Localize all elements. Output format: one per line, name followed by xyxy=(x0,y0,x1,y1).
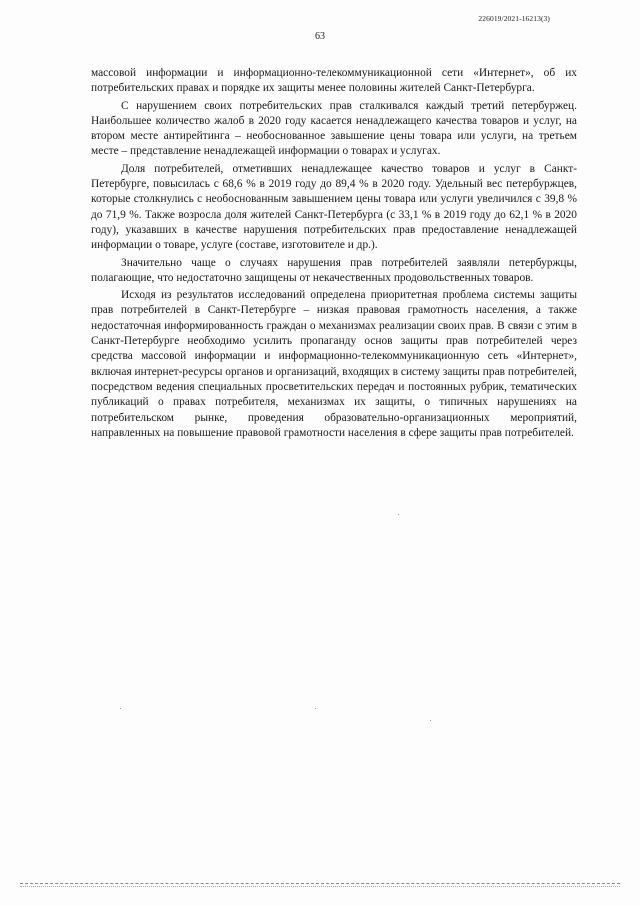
paragraph: Значительно чаще о случаях нарушения прав потребителей заявляли петербуржцы, полагающие, что недостаточно защищены от некачественных продовольственных товаров. xyxy=(91,256,577,284)
document-body xyxy=(91,66,577,443)
paragraph: Исходя из результатов исследований определена приоритетная проблема системы защиты прав потребителей в Санкт-Петербурге – низкая правовая грамотность населения, а также недостаточная информированность граждан о механизмах реализации своих прав. В связи с этим в Санкт-Петербурге необходимо усилить пропаганду основ защиты прав потребителей через средства массовой информации и информационно-телекоммуникационную сеть «Интернет», включая интернет-ресурсы органов и организаций, входящих в систему защиты прав потребителей, посредством ведения специальных просветительских передач и постоянных рубрик, тематических публикаций о правах потребителя, механизмах их защиты, о типичных нарушениях на потребительском рынке, проведения образовательно-организационных мероприятий, направленных на повышение правовой грамотности населения в сфере защиты прав потребителей. xyxy=(91,289,577,439)
scan-edge-line xyxy=(20,886,620,887)
document-number: 226019/2021-16213(3) xyxy=(478,14,550,23)
scan-edge-line xyxy=(20,883,620,884)
scan-speck xyxy=(315,708,316,709)
paragraph: Доля потребителей, отметивших ненадлежащее качество товаров и услуг в Санкт-Петербурге, повысилась с 68,6 % в 2019 году до 89,4 % в 2020 году. Удельный вес петербуржцев, которые столкнулись с необоснованным завышением цены товара или услуги увеличился с 39,8 % до 71,9 %. Также возросла доля жителей Санкт-Петербурга (с 33,1 % в 2019 году до 62,1 % в 2020 году), указавших в качестве нарушения потребительских прав предоставление ненадлежащей информации о товаре, услуге (составе, изготовителе и др.). xyxy=(91,162,577,252)
paragraph: С нарушением своих потребительских прав сталкивался каждый третий петербуржец. Наибольшее количество жалоб в 2020 году касается ненадлежащего качества товаров и услуг, на втором месте антирейтинга – необоснованное завышение цены товара или услуги, на третьем месте – представление ненадлежащей информации о товарах и услугах. xyxy=(91,99,577,158)
page-number: 63 xyxy=(315,31,325,42)
scan-speck xyxy=(430,720,431,721)
paragraph: массовой информации и информационно-телекоммуникационной сети «Интернет», об их потребительских правах и порядке их защиты менее половины жителей Санкт-Петербурга. xyxy=(91,67,577,95)
scan-speck xyxy=(398,514,399,515)
scan-speck xyxy=(120,708,121,709)
